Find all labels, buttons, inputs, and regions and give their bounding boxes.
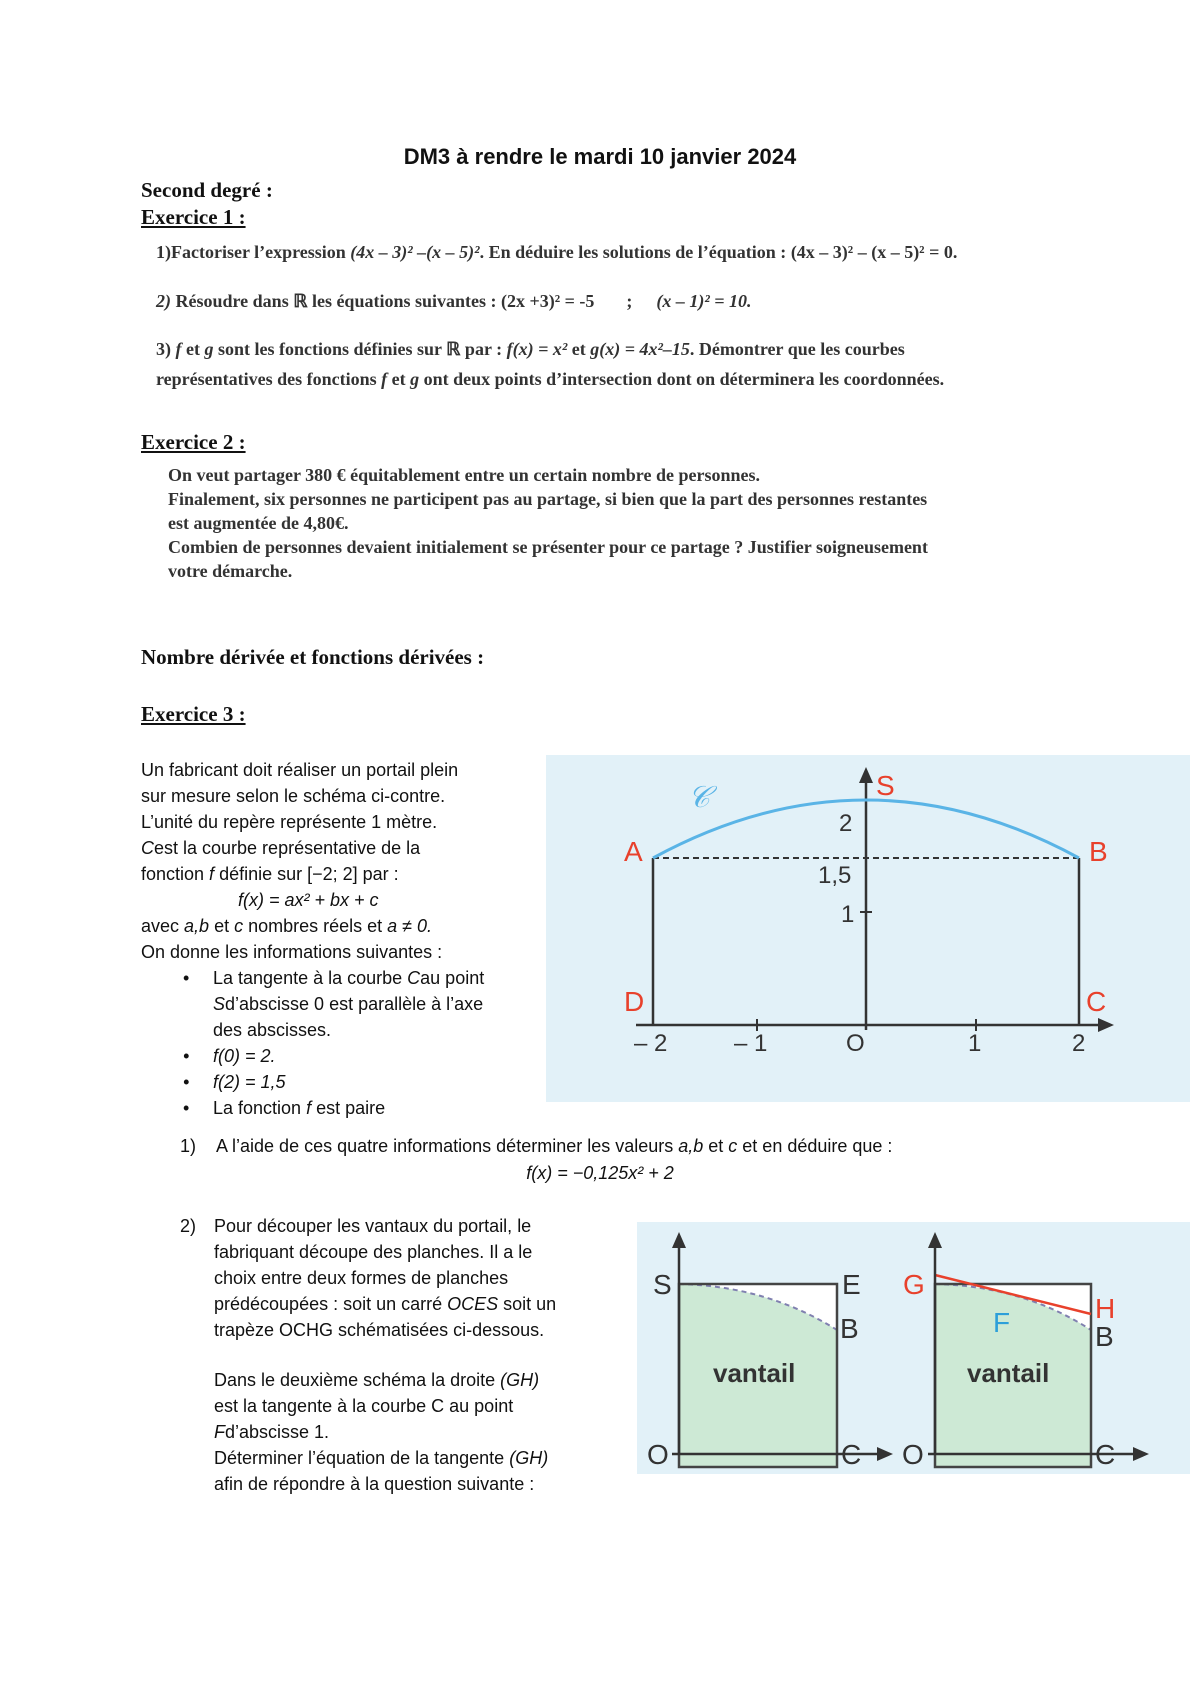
right-label-b: B [1095, 1321, 1114, 1352]
ex1-question-1: 1)Factoriser l’expression (4x – 3)² –(x – 5)². En déduire les solutions de l’équation : (4x – 3)² – (x – 5)² = 0. [156, 242, 958, 262]
right-vantail-label: vantail [967, 1358, 1050, 1388]
left-label-b: B [840, 1313, 859, 1344]
right-label-o: O [902, 1439, 924, 1470]
x-label-m2: – 2 [634, 1030, 668, 1057]
right-label-c: C [1095, 1439, 1116, 1470]
right-label-f: F [993, 1307, 1011, 1338]
portal-figure [546, 755, 1190, 1102]
point-d-label: D [624, 986, 645, 1017]
left-label-e: E [842, 1269, 861, 1300]
ex3-statement: Un fabricant doit réaliser un portail plein sur mesure selon le schéma ci-contre. L’unité du repère représente 1 mètre. Cest la courbe représentative de la fonction f définie sur [−2; 2] par : f(x) = ax² + bx + c avec a,b et c nombres réels et a ≠ 0. On donne les informations suivantes : • La tangente à la courbe Cau point Sd’abscisse 0 est parallèle à l’axe des abscisses. • f(0) = 2. • f(2) = 1,5 • La fonction f est paire [141, 757, 561, 1121]
left-vantail-label: vantail [713, 1358, 796, 1388]
left-label-o: O [647, 1439, 669, 1470]
right-label-g: G [903, 1269, 925, 1300]
ex3-q2-number: 2) [180, 1216, 197, 1236]
info-bullet-f2: • f(2) = 1,5 [141, 1069, 561, 1095]
ex1-question-2: 2) Résoudre dans ℝ les équations suivantes : (2x +3)² = -5 ; (x – 1)² = 10. [156, 291, 752, 311]
info-bullet-even: • La fonction f est paire [141, 1095, 561, 1121]
ex2-statement: On veut partager 380 € équitablement entre un certain nombre de personnes. Finalement, six personnes ne participent pas au partage, si bien que la part des personnes restantes est augmentée de 4,80€. Combien de personnes devaient initialement se présenter pour ce partage ? Justifier soigneusement votre démarche. [168, 465, 928, 581]
left-label-s: S [653, 1269, 672, 1300]
ex3-question-1: 1) A l’aide de ces quatre informations déterminer les valeurs a,b et c et en déduire que : [180, 1136, 893, 1156]
exercise-1-heading: Exercice 1 : [141, 205, 246, 229]
point-c-label: C [1086, 986, 1107, 1017]
left-label-c: C [841, 1439, 862, 1470]
x-label-m1: – 1 [734, 1030, 768, 1057]
y-label-15: 1,5 [818, 862, 852, 889]
vantail-figure [637, 1222, 1190, 1474]
exercise-3-heading: Exercice 3 : [141, 702, 246, 726]
point-b-label: B [1089, 836, 1108, 867]
section-heading-derivees: Nombre dérivée et fonctions dérivées : [141, 645, 485, 669]
x-label-0: O [846, 1030, 865, 1057]
point-a-label: A [624, 836, 643, 867]
section-heading-second-degre: Second degré : [141, 178, 273, 202]
x-label-2: 2 [1072, 1030, 1086, 1057]
right-label-h: H [1095, 1293, 1116, 1324]
y-label-2: 2 [839, 810, 853, 837]
exercise-2-heading: Exercice 2 : [141, 430, 246, 454]
ex3-q1-formula: f(x) = −0,125x² + 2 [526, 1163, 674, 1183]
y-label-1: 1 [841, 901, 855, 928]
info-bullet-f0: • f(0) = 2. [141, 1043, 561, 1069]
ex1-question-3: 3) f et g sont les fonctions définies sur ℝ par : f(x) = x² et g(x) = 4x²–15. Démontrer que les courbes représentatives des fonctions f et g ont deux points d’intersection dont on déterminera les coordonnées. [156, 339, 945, 389]
info-bullet-tangent: • La tangente à la courbe Cau point Sd’abscisse 0 est parallèle à l’axe des abscisses. [141, 965, 561, 1043]
curve-label: 𝒞 [688, 781, 710, 814]
ex3-question-2: Pour découper les vantaux du portail, le fabriquant découpe des planches. Il a le choix entre deux formes de planches prédécoupées : soit un carré OCES soit un trapèze OCHG schématisées ci-dessous. Dans le deuxième schéma la droite (GH) est la tangente à la courbe C au point Fd’abscisse 1. Déterminer l’équation de la tangente (GH) afin de répondre à la question suivante : [214, 1216, 557, 1494]
point-s-label: S [876, 770, 895, 801]
x-label-1: 1 [968, 1030, 982, 1057]
page-title: DM3 à rendre le mardi 10 janvier 2024 [403, 144, 797, 169]
